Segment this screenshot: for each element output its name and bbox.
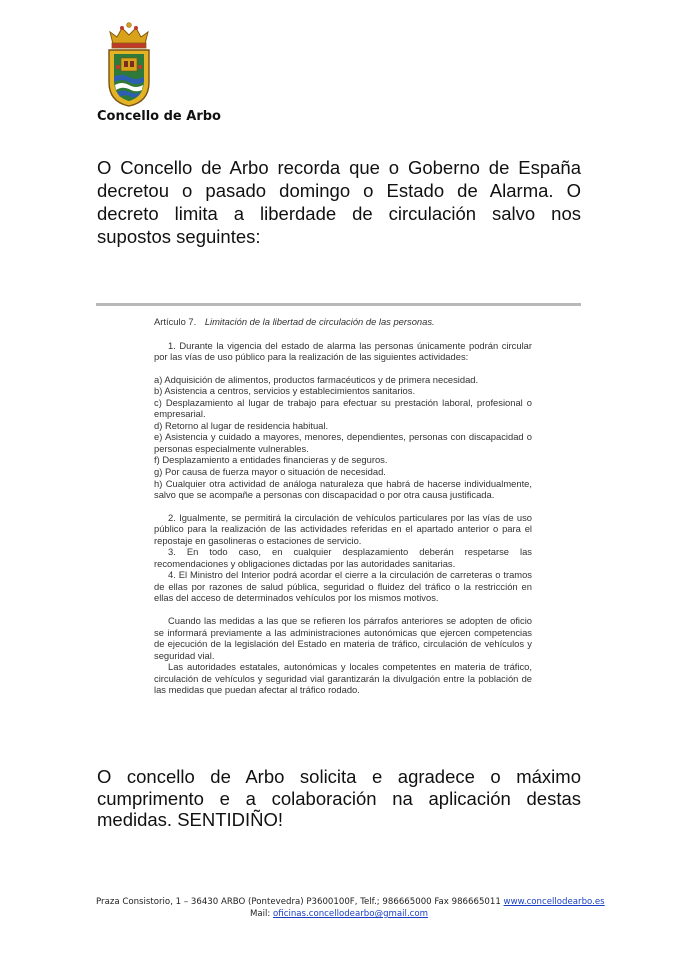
decree-item-h: h) Cualquier otra actividad de análoga naturaleza que habrá de hacerse individualmente, salvo que se acompañe a personas con discapacidad o por otra causa justificada. [154, 477, 532, 501]
decree-item-c: c) Desplazamiento al lugar de trabajo para efectuar su prestación laboral, profesional o empresarial. [154, 396, 532, 420]
decree-excerpt [96, 303, 581, 727]
decree-paragraph-6: Las autoridades estatales, autonómicas y locales competentes en materia de tráfico, circulación de vehículos y seguridad vial garantizarán la divulgación entre la población de las medidas que puedan afectar al tráfico rodado. [154, 661, 532, 696]
decree-list [154, 374, 532, 501]
decree-item-f: f) Desplazamiento a entidades financieras y de seguros. [154, 454, 388, 466]
email-link[interactable]: oficinas.concellodearbo@gmail.com [273, 909, 429, 919]
decree-paragraph-5: Cuando las medidas a las que se refieren los párrafos anteriores se adopten de oficio se informará previamente a las administraciones autonómicas que ejercen competencias de ejecución de la legislación del Estado en materia de tráfico, circulación de vehículos y seguridad vial. [154, 615, 532, 661]
closing-paragraph: O concello de Arbo solicita e agradece o máximo cumprimento e a colaboración na aplicación destas medidas. SENTIDIÑO! [97, 766, 581, 830]
article-title: Limitación de la libertad de circulación de las personas. [204, 316, 435, 327]
footer-address-line [96, 896, 605, 908]
website-link[interactable]: www.concellodearbo.es [503, 897, 605, 907]
organization-name: Concello de Arbo [97, 109, 221, 124]
decree-item-d: d) Retorno al lugar de residencia habitual. [154, 419, 329, 431]
footer-address: Praza Consistorio, 1 – 36430 ARBO (Pontevedra) P3600100F, Telf.; 986665000 Fax 986665011 [96, 897, 504, 907]
decree-paragraph-4: 4. El Ministro del Interior podrá acordar el cierre a la circulación de carreteras o tramos de ellas por razones de salud pública, seguridad o fluidez del tráfico o la restricción en ellas del acceso de determinados vehículos por los mismos motivos. [154, 569, 532, 604]
decree-item-a: a) Adquisición de alimentos, productos farmacéuticos y de primera necesidad. [154, 373, 479, 385]
decree-paragraph-3: 3. En todo caso, en cualquier desplazamiento deberán respetarse las recomendaciones y obligaciones dictadas por las autoridades sanitarias. [154, 546, 532, 569]
footer-mail-line [0, 908, 678, 920]
decree-paragraph-1: 1. Durante la vigencia del estado de alarma las personas únicamente podrán circular por las vías de uso público para la realización de las siguientes actividades: [154, 339, 532, 363]
article-heading [154, 316, 532, 328]
article-number: Artículo 7. [154, 316, 197, 327]
mail-label: Mail: [249, 909, 274, 919]
decree-item-b: b) Asistencia a centros, servicios y establecimientos sanitarios. [154, 385, 416, 397]
decree-paragraph-2: 2. Igualmente, se permitirá la circulación de vehículos particulares por las vías de uso público para la realización de las actividades referidas en el apartado anterior o para el repostaje en gasolineras o estaciones de servicio. [154, 511, 532, 546]
decree-item-e: e) Asistencia y cuidado a mayores, menores, dependientes, personas con discapacidad o personas especialmente vulnerables. [154, 431, 532, 454]
decree-item-g: g) Por causa de fuerza mayor o situación de necesidad. [154, 466, 386, 478]
intro-paragraph: O Concello de Arbo recorda que o Goberno de España decretou o pasado domingo o Estado de Alarma. O decreto limita a liberdade de circulación salvo nos supostos seguintes: [97, 157, 581, 247]
coat-of-arms-logo [104, 22, 154, 108]
